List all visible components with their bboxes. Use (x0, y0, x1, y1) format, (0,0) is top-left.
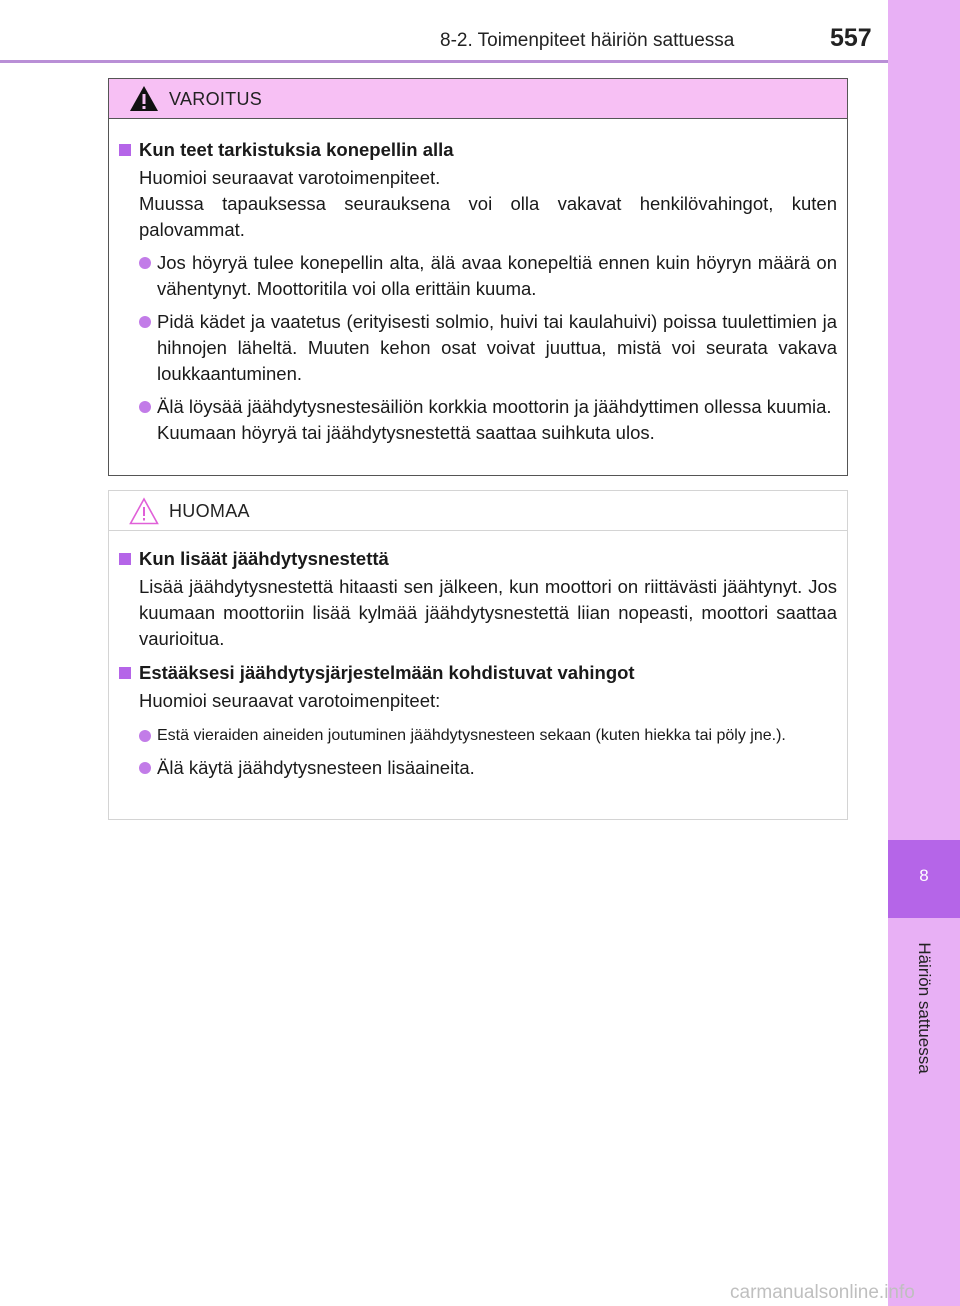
warning-heading (119, 137, 837, 163)
list-item (139, 755, 837, 781)
notice-heading-1 (119, 546, 837, 572)
square-bullet-icon (119, 667, 131, 679)
bullet-dot-icon (139, 316, 151, 328)
header-rule (0, 60, 888, 63)
bullet-dot-icon (139, 257, 151, 269)
bullet-dot-icon (139, 730, 151, 742)
notice-title: HUOMAA (169, 501, 250, 521)
notice-box (108, 490, 848, 820)
square-bullet-icon (119, 553, 131, 565)
page-number: 557 (830, 24, 872, 52)
warning-title: VAROITUS (169, 89, 263, 109)
notice-body (109, 531, 847, 781)
warning-body (109, 119, 847, 446)
notice-paragraph: Lisää jäähdytysnestettä hitaasti sen jälkeen, kun moottori on riittävästi jäähtynyt. Jos kuumaan moottoriin lisää kylmää jäähdytysnestettä liian nopeasti, moottori saattaa vaurioitua. (139, 576, 837, 649)
warning-header (109, 79, 847, 119)
square-bullet-icon (119, 144, 131, 156)
list-item-text: Estä vieraiden aineiden joutuminen jäähdytysnesteen sekaan (kuten hiekka tai pöly jne.). (157, 727, 786, 744)
watermark: carmanualsonline.info (730, 1282, 915, 1303)
list-item-text: Älä käytä jäähdytysnesteen lisäaineita. (157, 757, 475, 778)
bullet-dot-icon (139, 401, 151, 413)
chapter-label: Häiriön sattuessa (915, 942, 934, 1074)
notice-header (109, 491, 847, 531)
notice-paragraph: Huomioi seuraavat varotoimenpiteet: (139, 690, 441, 711)
notice-heading-text: Kun lisäät jäähdytysnestettä (139, 548, 389, 569)
list-item (139, 724, 837, 748)
side-tab (888, 0, 960, 1306)
notice-heading-2 (119, 660, 837, 686)
list-item-text: Pidä kädet ja vaatetus (erityisesti solmio, huivi tai kaulahuivi) poissa tuulettimien ja hihnojen läheltä. Muuten kehon osat voivat juuttua, mistä voi seurata vakava loukkaantuminen. (157, 311, 837, 384)
chapter-number: 8 (919, 866, 929, 885)
list-item-text: Jos höyryä tulee konepellin alta, älä avaa konepeltiä ennen kuin höyryn määrä on vähentynyt. Moottoritila voi olla erittäin kuuma. (157, 252, 837, 299)
warning-triangle-icon (129, 85, 159, 112)
list-item (139, 250, 837, 302)
warning-intro: Huomioi seuraavat varotoimenpiteet. Muussa tapauksessa seurauksena voi olla vakavat henkilövahingot, kuten palovammat. (139, 167, 837, 240)
bullet-dot-icon (139, 762, 151, 774)
notice-heading-text: Estääksesi jäähdytysjärjestelmään kohdistuvat vahingot (139, 662, 635, 683)
warning-box (108, 78, 848, 476)
chapter-marker (888, 840, 960, 918)
warning-heading-text: Kun teet tarkistuksia konepellin alla (139, 139, 454, 160)
list-item-text: Älä löysää jäähdytysnestesäiliön korkkia moottorin ja jäähdyttimen ollessa kuumia. Kuumaan höyryä tai jäähdytysnestettä saattaa suihkuta ulos. (157, 396, 832, 443)
section-title: 8-2. Toimenpiteet häiriön sattuessa (440, 30, 735, 51)
list-item (139, 394, 837, 446)
list-item (139, 309, 837, 387)
caution-outline-icon (129, 497, 159, 525)
